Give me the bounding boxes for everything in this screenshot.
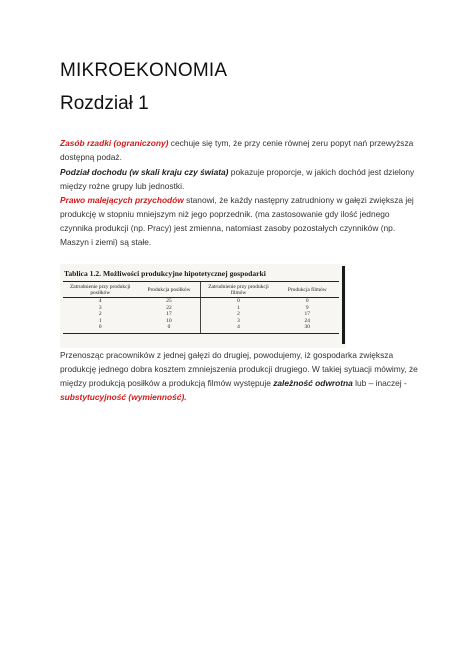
table-cell: 1 xyxy=(98,317,102,324)
table-cell: 9 xyxy=(305,304,309,311)
table-title: Tablica 1.2. Możliwości produkcyjne hipotetycznej gospodarki xyxy=(64,269,266,278)
column-header: Produkcja filmów xyxy=(276,282,340,298)
table-row xyxy=(63,298,339,305)
table-cell: 4 xyxy=(201,324,276,333)
scanned-table-image xyxy=(60,264,346,348)
term-income-distribution: Podział dochodu (w skali kraju czy świata) xyxy=(60,167,229,177)
paragraph-substitution xyxy=(60,348,420,404)
table-cell: 25 xyxy=(166,298,172,304)
table-cell: 3 xyxy=(98,304,102,311)
table-cell: 0 xyxy=(138,324,201,333)
paragraph-scarce-resource xyxy=(60,136,420,164)
scan-border xyxy=(342,266,345,344)
table-row xyxy=(63,305,339,312)
table-cell: 17 xyxy=(166,311,172,318)
table-header-row xyxy=(63,282,339,298)
term-scarce-resource: Zasób rzadki (ograniczony) xyxy=(60,138,169,148)
production-possibilities-table xyxy=(63,281,339,334)
table-cell: 4 xyxy=(98,298,102,304)
chapter-heading: Rozdział 1 xyxy=(60,93,149,114)
table-cell: 17 xyxy=(304,311,310,318)
table-row xyxy=(63,318,339,325)
column-header: Zatrudnienie przy produkcji filmów xyxy=(201,282,276,298)
paragraph-diminishing-returns xyxy=(60,193,420,249)
term-substitutability: substytucyjność (wymienność). xyxy=(60,392,187,402)
table-row xyxy=(63,324,339,333)
document-heading: MIKROEKONOMIA xyxy=(60,60,228,81)
term-inverse-relation: zależność odwrotna xyxy=(273,378,353,388)
paragraph-text: Przenosząc pracowników z jednej gałęzi do drugiej, powodujemy, iż gospodarka zwiększa produkcję jednego dobra kosztem zmniejszenia produkcji drugiego. W takiej sytuacji mówimy, że między produkcją posiłków a produkcją filmów występuje xyxy=(60,350,418,388)
table-cell: 2 xyxy=(201,311,276,318)
paragraph-text: cechuje się tym, że przy cenie równej zeru popyt nań przewyższa dostępną podaż. xyxy=(60,138,414,162)
table-cell: 1 xyxy=(201,305,276,312)
table-cell: 0 xyxy=(63,324,138,333)
table-cell: 10 xyxy=(166,317,172,324)
paragraph-text: stanowi, że każdy następny zatrudniony w gałęzi zwiększa jej produkcję w stopniu mniejszym niż jego poprzednik. (ma zastosowanie gdy ilość jednego czynnika produkcji (np. Pracy) jest zmienna, natomiast zasoby pozostałych czynników (np. Maszyn i ziemi) są stałe. xyxy=(60,195,414,247)
column-header: Produkcja posiłków xyxy=(138,282,201,298)
paragraph-text: pokazuje proporcje, w jakich dochód jest dzielony między rożne grupy lub jednostki. xyxy=(60,167,415,191)
table-cell: 30 xyxy=(276,324,340,333)
paragraph-income-distribution xyxy=(60,165,420,193)
column-header: Zatrudnienie przy produkcji posiłków xyxy=(63,282,138,298)
term-diminishing-returns: Prawo malejących przychodów xyxy=(60,195,184,205)
table-cell: 24 xyxy=(304,317,310,324)
table-row xyxy=(63,311,339,318)
paragraph-text: lub – inaczej - xyxy=(352,378,407,388)
table-cell: 22 xyxy=(166,304,172,311)
table-cell: 0 xyxy=(305,298,309,304)
table-cell: 2 xyxy=(98,311,102,318)
table-cell: 0 xyxy=(201,298,276,305)
table-cell: 3 xyxy=(201,318,276,325)
